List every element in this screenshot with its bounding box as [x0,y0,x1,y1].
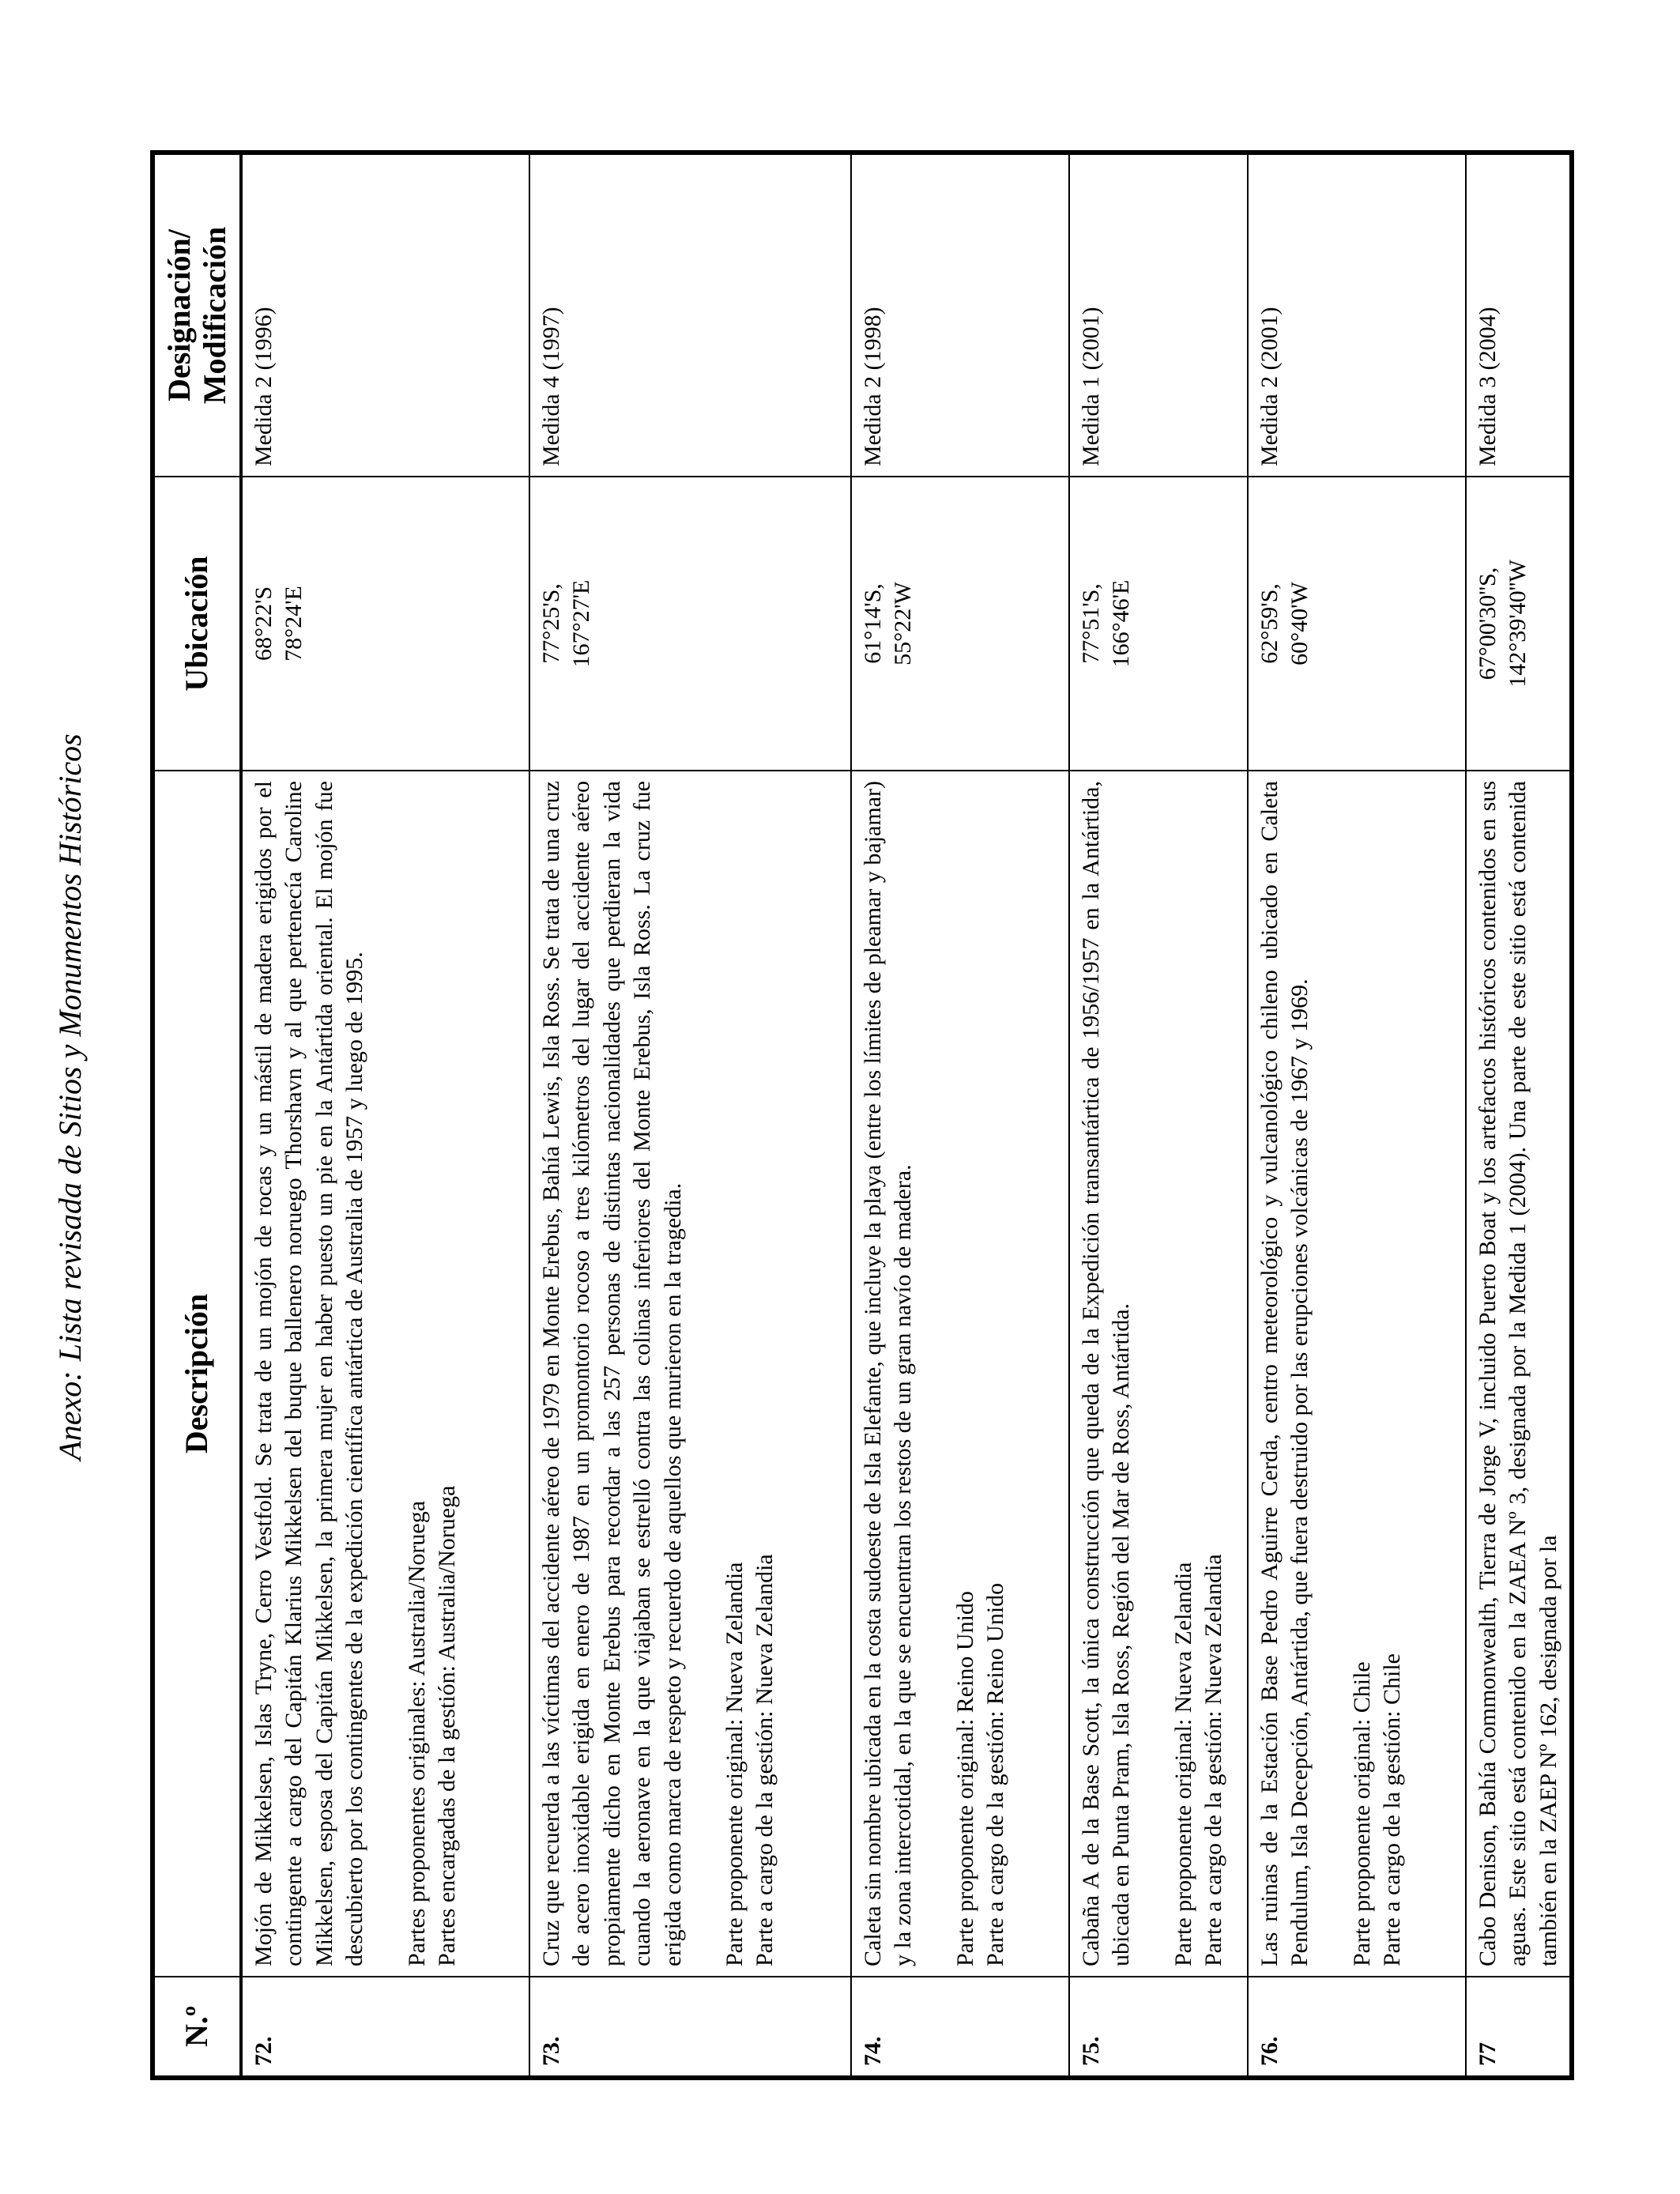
column-header-location: Ubicación [153,477,241,771]
row-proposing-party: Parte proponente original: Nueva Zelandia [721,1562,748,1966]
header-title: Lista revisada de Sitios y Monumentos Históricos [51,733,88,1362]
row-description-cell [1069,771,1248,1977]
header-anexo: Anexo: [51,1370,88,1461]
row-managing-party: Partes encargadas de la gestión: Australia/Noruega [433,1485,460,1966]
row-longitude: 78°24'E [281,586,307,662]
row-number: 74. [851,1977,1069,2078]
row-description-cell [1466,771,1572,1977]
row-description: Las ruinas de la Estación Base Pedro Aguirre Cerda, centro meteorológico y vulcanológico chileno ubicado en Caleta Pendulum, Isla Decepción, Antártida, que fuera destruido por las erupciones volcánicas de 1967 y 1969. [1256,781,1313,1966]
row-number: 77 [1466,1977,1572,2078]
row-number: 73. [529,1977,851,2078]
row-managing-party: Parte a cargo de la gestión: Nueva Zelandia [751,1554,778,1966]
row-latitude: 77°51'S, [1078,583,1104,664]
row-proposing-party: Parte proponente original: Chile [1348,1661,1375,1966]
row-location [529,477,851,771]
row-parties [720,781,781,1966]
row-parties [402,781,463,1966]
row-longitude: 142°39'40''W [1505,560,1531,688]
row-parties [1169,781,1230,1966]
row-latitude: 67°00'30''S, [1475,567,1501,680]
row-number: 75. [1069,1977,1248,2078]
row-location [241,477,529,771]
table-header-row [153,153,241,2078]
row-description-cell [851,771,1069,1977]
row-longitude: 167°27'E [568,579,595,668]
row-location [1248,477,1466,771]
column-header-designation-line2: Modificación [196,226,232,405]
rotated-table-wrapper [150,155,1569,2080]
row-latitude: 62°59'S, [1256,583,1283,664]
row-description-cell [529,771,851,1977]
table-row [1466,153,1572,2078]
table-row [851,153,1069,2078]
row-description-cell [241,771,529,1977]
row-description: Caleta sin nombre ubicada en la costa sudoeste de Isla Elefante, que incluye la playa (entre los límites de pleamar y bajamar) y la zona intercotidal, en la que se encuentran los restos de un gran navío de madera. [860,781,917,1966]
row-designation: Medida 4 (1997) [529,153,851,477]
row-proposing-party: Partes proponentes originales: Australia/Noruega [403,1500,430,1966]
row-description: Mojón de Mikkelsen, Islas Tryne, Cerro Vestfold. Se trata de un mojón de rocas y un mástil de madera erigidos por el contingente a cargo del Capitán Klarius Mikkelsen del buque ballenero noruego Thorshavn y al que pertenecía Caroline Mikkelsen, esposa del Capitán Mikkelsen, la primera mujer en haber puesto un pie en la Antártida oriental. El mojón fue descubierto por los contingentes de la expedición científica antártica de Australia de 1957 y luego de 1995. [250,781,368,1966]
historic-sites-table [150,150,1574,2080]
column-header-designation-line1: Designación/ [160,229,197,401]
row-latitude: 68°22'S [250,586,277,662]
row-number: 72. [241,1977,529,2078]
row-latitude: 77°25'S, [538,583,564,664]
row-number: 76. [1248,1977,1466,2078]
page-header [38,0,101,2194]
column-header-description: Descripción [153,771,241,1977]
row-description: Cabo Denison, Bahía Commonwealth, Tierra de Jorge V, incluido Puerto Boat y los artefactos históricos contenidos en sus aguas. Este sitio está contenido en la ZAEA Nº 3, designada por la Medida 1 (2004). Una parte de este sitio está contenida también en la ZAEP Nº 162, designada por la [1475,781,1561,1966]
row-managing-party: Parte a cargo de la gestión: Chile [1379,1653,1406,1966]
column-header-designation [153,153,241,477]
row-description-cell [1248,771,1466,1977]
row-managing-party: Parte a cargo de la gestión: Reino Unido [982,1582,1009,1966]
row-designation: Medida 2 (1996) [241,153,529,477]
row-latitude: 61°14'S, [860,583,886,664]
row-location [1069,477,1248,771]
row-longitude: 60°40'W [1286,582,1313,665]
table-row [529,153,851,2078]
row-parties [951,781,1011,1966]
row-location [1466,477,1572,771]
row-longitude: 166°46'E [1108,579,1135,668]
table-row [1069,153,1248,2078]
row-designation: Medida 2 (1998) [851,153,1069,477]
table-row [1248,153,1466,2078]
row-description: Cabaña A de la Base Scott, la única construcción que queda de la Expedición transantártica de 1956/1957 en la Antártida, ubicada en Punta Pram, Isla Ross, Región del Mar de Ross, Antártida. [1078,781,1135,1966]
row-description: Cruz que recuerda a las víctimas del accidente aéreo de 1979 en Monte Erebus, Bahía Lewis, Isla Ross. Se trata de una cruz de acero inoxidable erigida en enero de 1987 en un promontorio rocoso a tres kilómetros del lugar del accidente aéreo propiamente dicho en Monte Erebus para recordar a las 257 personas de distintas nacionalidades que perdieran la vida cuando la aeronave en la que viajaban se estrelló contra las colinas inferiores del Monte Erebus, Isla Ross. La cruz fue erigida como marca de respeto y recuerdo de aquellos que murieron en la tragedia. [538,781,686,1966]
column-header-number: N.º [153,1977,241,2078]
row-designation: Medida 2 (2001) [1248,153,1466,477]
row-designation: Medida 1 (2001) [1069,153,1248,477]
row-managing-party: Parte a cargo de la gestión: Nueva Zelandia [1200,1554,1227,1966]
row-designation: Medida 3 (2004) [1466,153,1572,477]
row-proposing-party: Parte proponente original: Reino Unido [951,1591,978,1966]
row-location [851,477,1069,771]
table-row [241,153,529,2078]
row-proposing-party: Parte proponente original: Nueva Zelandia [1170,1562,1196,1966]
row-longitude: 55°22'W [890,582,917,665]
row-parties [1347,781,1408,1966]
